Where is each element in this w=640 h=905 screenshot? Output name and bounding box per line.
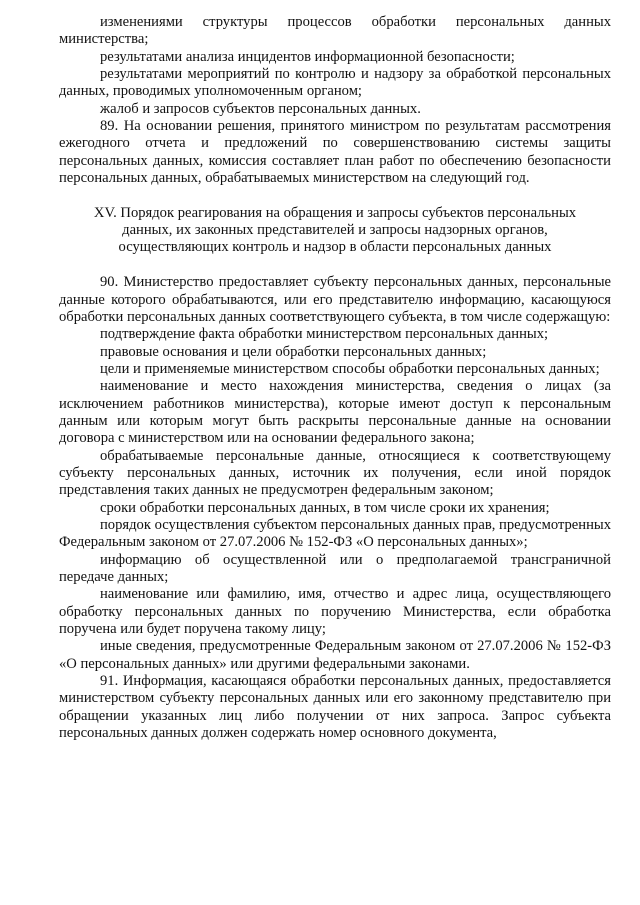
section-heading [59,205,611,257]
section-heading-line: осуществляющих контроль и надзор в области персональных данных [118,239,552,256]
list-item: сроки обработки персональных данных, в том числе сроки их хранения; [100,499,550,516]
paragraph: результатами мероприятий по контролю и надзору за обработкой персональных данных, проводимых уполномоченным органом; [59,66,611,100]
paragraph: результатами анализа инцидентов информационной безопасности; [100,48,515,65]
spacer [59,187,611,204]
list-item: информацию об осуществленной или о предполагаемой трансграничной передаче данных; [59,551,611,585]
paragraph-89: 89. На основании решения, принятого министром по результатам рассмотрения ежегодного отчета и предложений по совершенствованию системы защиты персональных данных, комиссия составляет план работ по обеспечению безопасности персональных данных, обрабатываемых министерством на следующий год. [59,118,611,187]
list-item: правовые основания и цели обработки персональных данных; [100,343,487,360]
list-item: наименование или фамилию, имя, отчество и адрес лица, осуществляющего обработку персональных данных по поручению Министерства, если обработка поручена или будет поручена такому лицу; [59,586,611,638]
list-item: цели и применяемые министерством способы обработки персональных данных; [100,360,600,377]
list-item: подтверждение факта обработки министерством персональных данных; [100,326,549,343]
section-heading-line: XV. Порядок реагирования на обращения и запросы субъектов персональных [93,204,577,221]
paragraph-90: 90. Министерство предоставляет субъекту персональных данных, персональные данные которого обрабатываются, или его представителю информацию, касающуюся обработки персональных данных соответствующего субъекта, в том числе содержащую: [59,274,611,325]
list-item: иные сведения, предусмотренные Федеральным законом от 27.07.2006 № 152-ФЗ «О персональных данных» или другими федеральными законами. [59,638,611,672]
list-item: обрабатываемые персональные данные, относящиеся к соответствующему субъекту персональных данных, источник их получения, если иной порядок представления таких данных не предусмотрен федеральным законом; [59,447,611,499]
list-item: наименование и место нахождения министерства, сведения о лицах (за исключением работников министерства), которые имеют доступ к персональным данным или которым могут быть раскрыты персональные данные на основании договора с министерством или на основании федерального закона; [59,378,611,447]
spacer [59,257,611,274]
document-page [59,14,611,742]
section-paragraphs [59,274,611,742]
paragraph: изменениями структуры процессов обработки персональных данных министерства; [59,14,611,48]
paragraph: жалоб и запросов субъектов персональных данных. [100,100,421,117]
intro-paragraphs [59,14,611,187]
paragraph-91: 91. Информация, касающаяся обработки персональных данных, предоставляется министерством субъекту персональных данных или его законному представителю при обращении указанных лиц либо получении от них запроса. Запрос субъекта персональных данных должен содержать номер основного документа, [59,673,611,742]
list-item: порядок осуществления субъектом персональных данных прав, предусмотренных Федеральным законом от 27.07.2006 № 152-ФЗ «О персональных данных»; [59,516,611,551]
section-heading-line: данных, их законных представителей и запросы надзорных органов, [122,222,548,239]
